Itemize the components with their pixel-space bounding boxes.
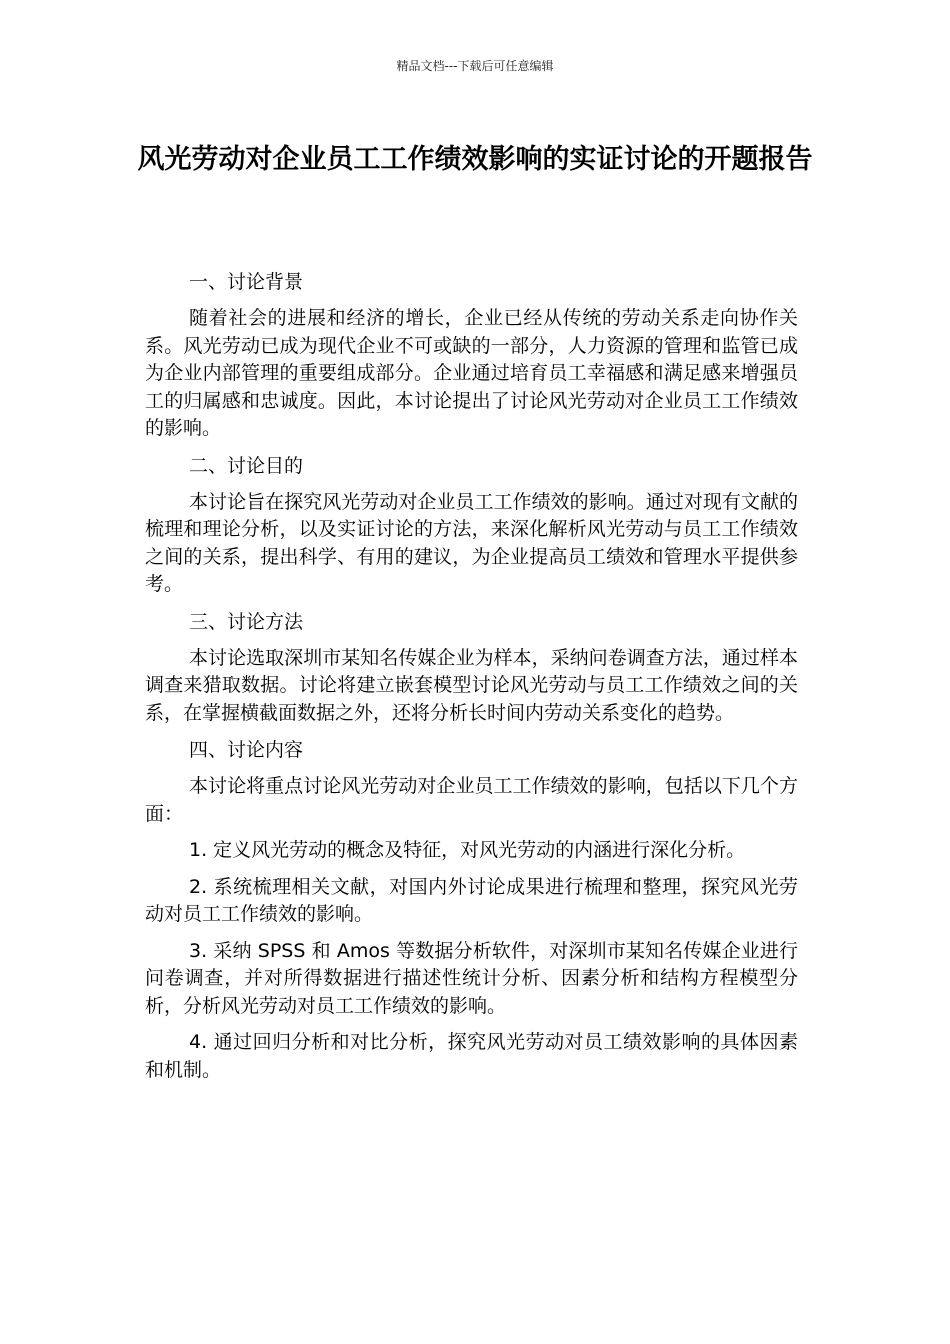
- paragraph-content-intro: 本讨论将重点讨论风光劳动对企业员工工作绩效的影响，包括以下几个方面：: [145, 775, 798, 825]
- section-heading-method: 三、讨论方法: [189, 610, 304, 633]
- section-heading-background: 一、讨论背景: [189, 271, 304, 293]
- section-heading-purpose: 二、讨论目的: [189, 454, 304, 477]
- document-body: [145, 268, 798, 1093]
- section-heading-content: 四、讨论内容: [189, 739, 304, 761]
- list-item-1: 1. 定义风光劳动的概念及特征，对风光劳动的内涵进行深化分析。: [189, 839, 746, 861]
- list-item-4: 4. 通过回归分析和对比分析，探究风光劳动对员工绩效影响的具体因素和机制。: [145, 1031, 798, 1081]
- paragraph-background: 随着社会的进展和经济的增长，企业已经从传统的劳动关系走向协作关系。风光劳动已成为现代企业不可或缺的一部分，人力资源的管理和监管已成为企业内部管理的重要组成部分。企业通过培育员工幸福感和满足感来增强员工的归属感和忠诚度。因此，本讨论提出了讨论风光劳动对企业员工工作绩效的影响。: [145, 307, 798, 439]
- paragraph-purpose: 本讨论旨在探究风光劳动对企业员工工作绩效的影响。通过对现有文献的梳理和理论分析，以及实证讨论的方法，来深化解析风光劳动与员工工作绩效之间的关系，提出科学、有用的建议，为企业提高员工绩效和管理水平提供参考。: [145, 490, 798, 595]
- list-item-3: 3. 采纳 SPSS 和 Amos 等数据分析软件，对深圳市某知名传媒企业进行问卷调查，并对所得数据进行描述性统计分析、因素分析和结构方程模型分析，分析风光劳动对员工工作绩效的影响。: [145, 939, 798, 1017]
- list-item-2: 2. 系统梳理相关文献，对国内外讨论成果进行梳理和整理，探究风光劳动对员工工作绩效的影响。: [145, 875, 798, 925]
- paragraph-method: 本讨论选取深圳市某知名传媒企业为样本，采纳问卷调查方法，通过样本调查来猎取数据。讨论将建立嵌套模型讨论风光劳动与员工工作绩效之间的关系，在掌握横截面数据之外，还将分析长时间内劳动关系变化的趋势。: [145, 646, 798, 724]
- document-title: 风光劳动对企业员工工作绩效影响的实证讨论的开题报告: [137, 144, 813, 175]
- header-note: 精品文档---下载后可任意编辑: [396, 59, 554, 73]
